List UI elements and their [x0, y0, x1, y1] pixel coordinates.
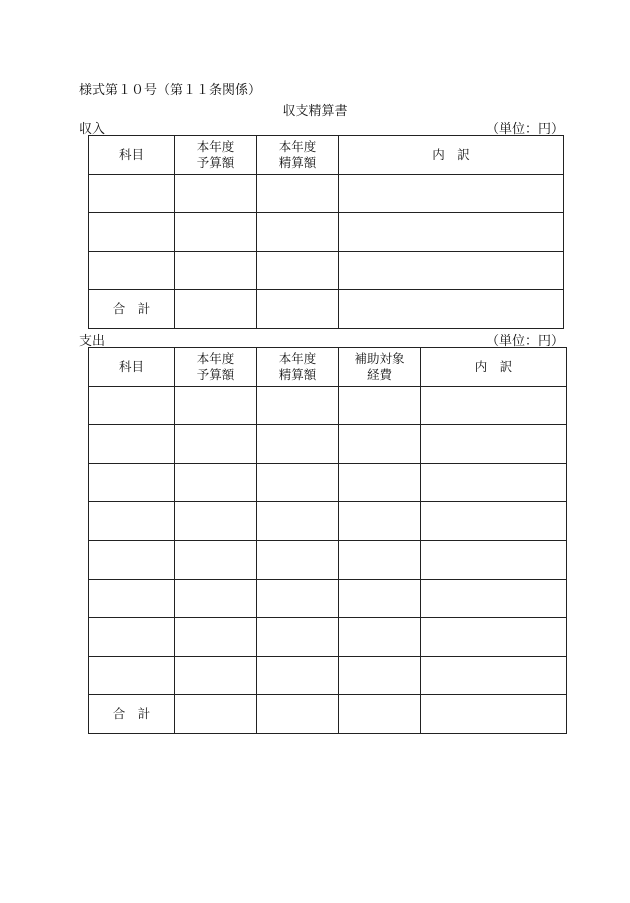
expense-header-budget — [175, 348, 257, 387]
expense-cell-eligible[interactable] — [339, 386, 421, 425]
expense-cell-budget[interactable] — [175, 502, 257, 541]
expense-cell-subject[interactable] — [89, 502, 175, 541]
expense-cell-breakdown[interactable] — [421, 463, 567, 502]
income-total-label: 合 計 — [89, 290, 175, 329]
expense-total-eligible[interactable] — [339, 695, 421, 734]
expense-row — [89, 579, 567, 618]
form-number: 様式第１０号（第１１条関係） — [79, 83, 262, 98]
expense-header-subject: 科目 — [89, 348, 175, 387]
expense-cell-subject[interactable] — [89, 579, 175, 618]
expense-cell-subject[interactable] — [89, 463, 175, 502]
expense-cell-eligible[interactable] — [339, 463, 421, 502]
expense-row — [89, 425, 567, 464]
expense-cell-budget[interactable] — [175, 540, 257, 579]
expense-row — [89, 386, 567, 425]
expense-row — [89, 656, 567, 695]
expense-cell-breakdown[interactable] — [421, 502, 567, 541]
expense-header-settled-line1: 本年度 — [278, 350, 317, 366]
income-cell-subject[interactable] — [89, 213, 175, 252]
expense-total-row — [89, 695, 567, 734]
expense-header-settled-line2: 精算額 — [278, 366, 317, 382]
expense-row — [89, 502, 567, 541]
expense-cell-breakdown[interactable] — [421, 540, 567, 579]
expense-cell-subject[interactable] — [89, 618, 175, 657]
expense-cell-settled[interactable] — [257, 579, 339, 618]
expense-cell-subject[interactable] — [89, 656, 175, 695]
expense-cell-eligible[interactable] — [339, 540, 421, 579]
expense-total-breakdown[interactable] — [421, 695, 567, 734]
income-cell-breakdown[interactable] — [339, 213, 564, 252]
income-cell-budget[interactable] — [175, 251, 257, 290]
expense-row — [89, 463, 567, 502]
expense-header-settled — [257, 348, 339, 387]
expense-cell-settled[interactable] — [257, 463, 339, 502]
income-total-settled[interactable] — [257, 290, 339, 329]
expense-header-eligible — [339, 348, 421, 387]
expense-cell-breakdown[interactable] — [421, 618, 567, 657]
income-header-settled-line1: 本年度 — [278, 138, 317, 154]
expense-header-row — [89, 348, 567, 387]
income-header-budget — [175, 136, 257, 175]
income-cell-budget[interactable] — [175, 213, 257, 252]
expense-cell-settled[interactable] — [257, 618, 339, 657]
expense-cell-breakdown[interactable] — [421, 386, 567, 425]
expense-cell-eligible[interactable] — [339, 656, 421, 695]
expense-cell-eligible[interactable] — [339, 579, 421, 618]
expense-cell-budget[interactable] — [175, 386, 257, 425]
expense-header-breakdown: 内 訳 — [421, 348, 567, 387]
expense-total-settled[interactable] — [257, 695, 339, 734]
income-total-budget[interactable] — [175, 290, 257, 329]
expense-cell-settled[interactable] — [257, 502, 339, 541]
income-cell-settled[interactable] — [257, 251, 339, 290]
expense-cell-eligible[interactable] — [339, 618, 421, 657]
expense-cell-breakdown[interactable] — [421, 656, 567, 695]
expense-cell-eligible[interactable] — [339, 425, 421, 464]
income-header-settled-line2: 精算額 — [278, 154, 317, 170]
expense-cell-breakdown[interactable] — [421, 425, 567, 464]
expense-total-label: 合 計 — [89, 695, 175, 734]
income-section-heading: 収入 — [79, 122, 106, 137]
expense-cell-subject[interactable] — [89, 540, 175, 579]
expense-cell-budget[interactable] — [175, 579, 257, 618]
income-cell-breakdown[interactable] — [339, 174, 564, 213]
income-cell-subject[interactable] — [89, 251, 175, 290]
document-title: 収支精算書 — [282, 104, 348, 119]
expense-cell-budget[interactable] — [175, 425, 257, 464]
expense-header-budget-line2: 予算額 — [196, 366, 235, 382]
expense-header-eligible-line2: 経費 — [366, 366, 392, 382]
expense-cell-breakdown[interactable] — [421, 579, 567, 618]
expense-cell-eligible[interactable] — [339, 502, 421, 541]
income-header-budget-line2: 予算額 — [196, 154, 235, 170]
income-cell-budget[interactable] — [175, 174, 257, 213]
income-cell-breakdown[interactable] — [339, 251, 564, 290]
income-total-row — [89, 290, 564, 329]
income-cell-settled[interactable] — [257, 174, 339, 213]
expense-row — [89, 618, 567, 657]
income-row — [89, 213, 564, 252]
expense-row — [89, 540, 567, 579]
expense-cell-budget[interactable] — [175, 656, 257, 695]
income-row — [89, 251, 564, 290]
expense-cell-subject[interactable] — [89, 425, 175, 464]
expense-cell-budget[interactable] — [175, 463, 257, 502]
income-row — [89, 174, 564, 213]
expense-cell-settled[interactable] — [257, 386, 339, 425]
expense-cell-settled[interactable] — [257, 656, 339, 695]
expense-header-eligible-line1: 補助対象 — [354, 350, 405, 366]
expense-cell-subject[interactable] — [89, 386, 175, 425]
income-header-settled — [257, 136, 339, 175]
income-header-budget-line1: 本年度 — [196, 138, 235, 154]
expense-cell-settled[interactable] — [257, 540, 339, 579]
expense-cell-settled[interactable] — [257, 425, 339, 464]
expense-total-budget[interactable] — [175, 695, 257, 734]
expense-section-heading: 支出 — [79, 334, 106, 349]
income-header-subject: 科目 — [89, 136, 175, 175]
expense-header-budget-line1: 本年度 — [196, 350, 235, 366]
income-unit-note: （単位：円） — [486, 122, 565, 137]
income-cell-settled[interactable] — [257, 213, 339, 252]
income-cell-subject[interactable] — [89, 174, 175, 213]
income-header-breakdown: 内 訳 — [339, 136, 564, 175]
expense-unit-note: （単位：円） — [486, 334, 565, 349]
income-header-row — [89, 136, 564, 175]
expense-cell-budget[interactable] — [175, 618, 257, 657]
income-table — [88, 135, 564, 329]
income-total-breakdown[interactable] — [339, 290, 564, 329]
expense-table — [88, 347, 567, 734]
